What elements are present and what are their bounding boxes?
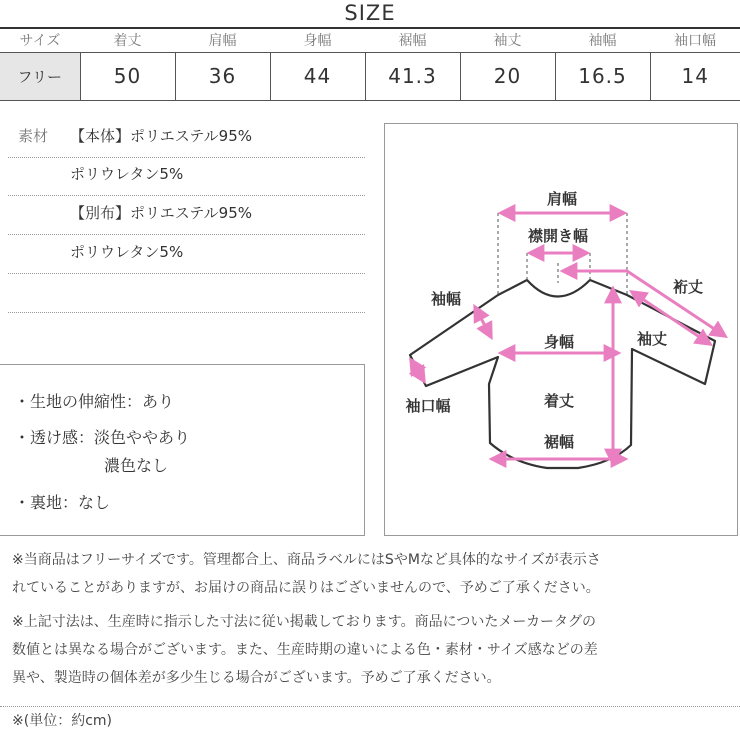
material-row-1 [8, 120, 365, 158]
garment-diagram [385, 124, 737, 535]
unit-note: ※(単位：約cm) [12, 713, 112, 729]
material-row-3 [8, 197, 365, 235]
cuff-arrow [411, 360, 424, 381]
sheerness-property-dark: 濃色なし [104, 456, 169, 475]
value-length: 50 [80, 52, 175, 100]
sleeve-length-label: 袖丈 [636, 330, 668, 348]
size-free-label: フリー [0, 52, 80, 100]
material-row-2 [8, 158, 365, 196]
cuff-width-label: 袖口幅 [405, 397, 451, 415]
note-line-5: 異や、製造時の個体差が多少生じる場合がございます。予めご了承ください。 [12, 670, 501, 686]
material-label: 素材 [18, 127, 49, 145]
size-table [0, 29, 740, 101]
header-size: サイズ [0, 29, 80, 52]
length-label: 着丈 [543, 392, 575, 410]
note-line-4: 数値とは異なる場合がございます。また、生産時期の違いによる色・素材・サイズ感などの差 [12, 642, 598, 658]
header-body-width: 身幅 [270, 29, 365, 52]
note-line-3: ※上記寸法は、生産時に指示した寸法に従い掲載しております。商品についたメーカータグの [12, 614, 597, 630]
value-cuff-width: 14 [650, 52, 740, 100]
value-hem-width: 41.3 [365, 52, 460, 100]
note-line-1: ※当商品はフリーサイズです。管理都合上、商品ラベルにはSやMなど具体的なサイズが表示さ [12, 552, 601, 568]
sleeve-width-label: 袖幅 [430, 290, 462, 308]
lining-property: ・裏地：なし [14, 493, 111, 512]
value-shoulder: 36 [175, 52, 270, 100]
value-body-width: 44 [270, 52, 365, 100]
value-sleeve-width: 16.5 [555, 52, 650, 100]
stretch-property: ・生地の伸縮性：あり [14, 392, 175, 411]
body-width-label: 身幅 [543, 333, 575, 351]
header-sleeve-width: 袖幅 [555, 29, 650, 52]
material-row-5 [8, 275, 365, 313]
notes-divider [0, 706, 740, 707]
measurement-diagram-box [384, 123, 738, 536]
header-sleeve-length: 袖丈 [460, 29, 555, 52]
neck-width-label: 襟開き幅 [527, 227, 589, 245]
sleeve-width-arrow [475, 307, 491, 337]
fabric-properties-box [0, 364, 365, 536]
material-row-4 [8, 236, 365, 274]
header-hem-width: 裾幅 [365, 29, 460, 52]
header-length: 着丈 [80, 29, 175, 52]
page-title: SIZE [344, 1, 396, 25]
note-line-2: れていることがありますが、お届けの商品に誤りはございませんので、予めご了承ください。 [12, 580, 600, 596]
material-sub-2: ポリウレタン5% [70, 243, 184, 261]
hem-width-label: 裾幅 [543, 433, 575, 451]
sheerness-property: ・透け感：淡色ややあり [14, 428, 191, 447]
header-shoulder: 肩幅 [175, 29, 270, 52]
value-sleeve-length: 20 [460, 52, 555, 100]
header-cuff-width: 袖口幅 [650, 29, 740, 52]
yuki-label: 裄丈 [672, 278, 704, 296]
material-main-2: ポリウレタン5% [70, 165, 184, 183]
material-main-1: 【本体】ポリエステル95% [70, 127, 252, 145]
size-table-header-row [0, 29, 740, 52]
table-row [0, 52, 740, 100]
material-sub-1: 【別布】ポリエステル95% [70, 204, 252, 222]
shoulder-label: 肩幅 [546, 190, 578, 208]
